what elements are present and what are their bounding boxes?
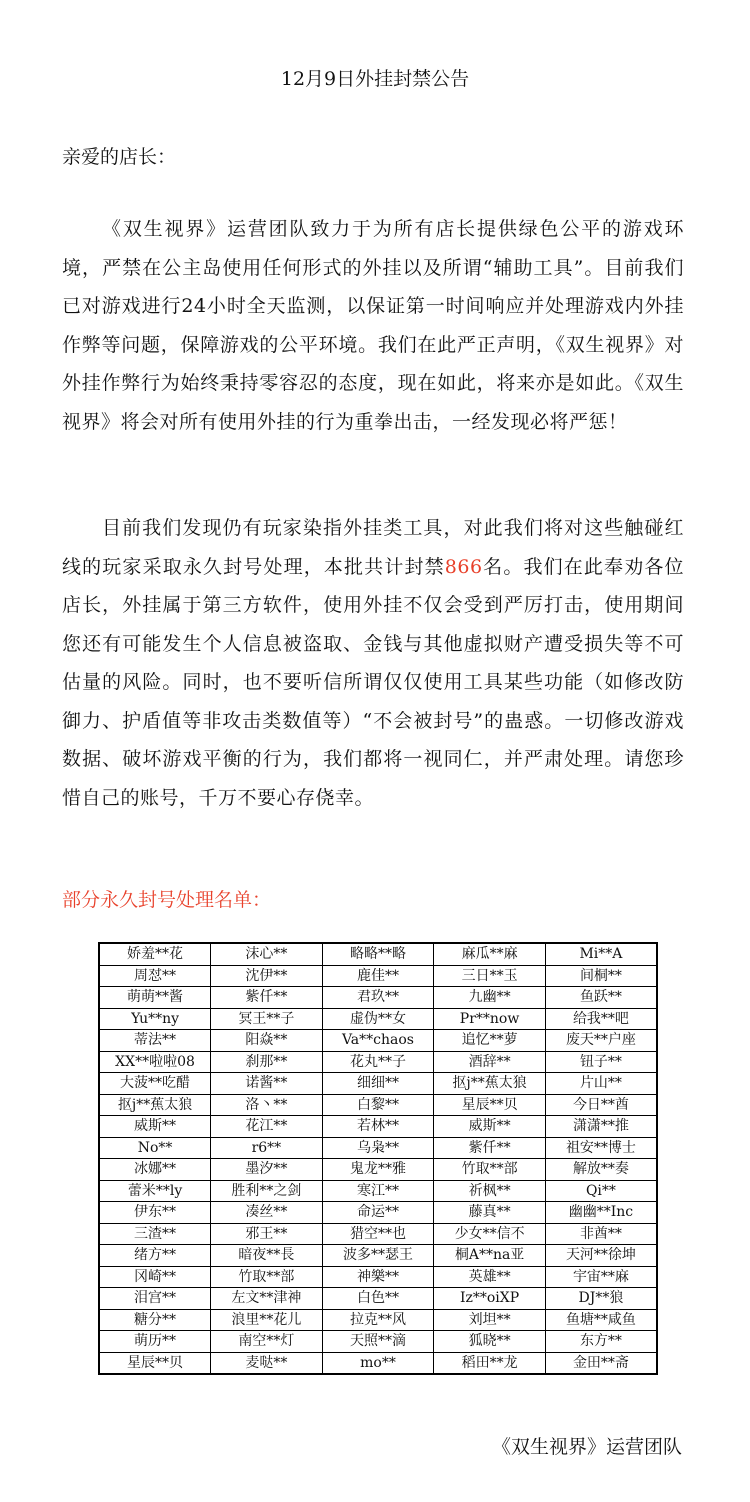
table-row [99, 1008, 657, 1030]
banned-player-name: 钮子** [545, 1051, 657, 1073]
banned-player-name: 藤真** [434, 1202, 546, 1224]
table-row [99, 943, 657, 965]
banned-player-name: 浪里**花儿 [211, 1309, 323, 1331]
banned-player-name: 麦哒** [211, 1352, 323, 1374]
banned-player-name: 非酋** [545, 1223, 657, 1245]
banned-player-name: 祖安**博士 [545, 1137, 657, 1159]
banned-player-name: 酒辞** [434, 1051, 546, 1073]
banned-player-name: 鱼塘**咸鱼 [545, 1309, 657, 1331]
banned-player-name: 三日**玉 [434, 965, 546, 987]
banned-player-name: 波多**瑟王 [322, 1245, 434, 1267]
table-row [99, 1352, 657, 1374]
banned-player-name: 刹那** [211, 1051, 323, 1073]
banned-player-name: 泪宫** [99, 1288, 211, 1310]
banned-player-name: 三渣** [99, 1223, 211, 1245]
banned-player-name: 花丸**子 [322, 1051, 434, 1073]
banned-player-name: 寒江** [322, 1180, 434, 1202]
banned-player-name: 拉克**风 [322, 1309, 434, 1331]
paragraph-ban-notice-after: 名。我们在此奉劝各位店长，外挂属于第三方软件，使用外挂不仅会受到严厉打击，使用期间您还有可能发生个人信息被盗取、金钱与其他虚拟财产遭受损失等不可估量的风险。同时，也不要听信所谓仅仅使用工具某些功能（如修改防御力、护盾值等非攻击类数值等）“不会被封号”的蛊惑。一切修改游戏数据、破坏游戏平衡的行为，我们都将一视同仁，并严肃处理。请您珍惜自己的账号，千万不要心存侥幸。 [62, 555, 684, 809]
banned-player-name: DJ**狼 [545, 1288, 657, 1310]
banned-player-name: Va**chaos [322, 1030, 434, 1052]
banned-player-name: Yu**ny [99, 1008, 211, 1030]
banned-player-name: 冰娜** [99, 1159, 211, 1181]
table-row [99, 1223, 657, 1245]
banned-player-name: 萌萌**酱 [99, 987, 211, 1009]
banned-player-name: 鹿佳** [322, 965, 434, 987]
banned-player-name: 解放**奏 [545, 1159, 657, 1181]
banned-player-name: 花江** [211, 1116, 323, 1138]
banned-player-name: 刘坦** [434, 1309, 546, 1331]
table-row [99, 1266, 657, 1288]
banned-player-name: 潇潇**推 [545, 1116, 657, 1138]
banned-player-name: 鱼跃** [545, 987, 657, 1009]
notice-title: 12月9日外挂封禁公告 [280, 68, 470, 90]
banned-player-name: 暗夜**長 [211, 1245, 323, 1267]
table-row [99, 1116, 657, 1138]
banned-player-name: 南空**灯 [211, 1331, 323, 1353]
banned-player-name: Iz**oiXP [434, 1288, 546, 1310]
banned-player-name: 片山** [545, 1073, 657, 1095]
paragraph-policy: 《双生视界》运营团队致力于为所有店长提供绿色公平的游戏环境，严禁在公主岛使用任何形式的外挂以及所谓“辅助工具”。目前我们已对游戏进行24小时全天监测，以保证第一时间响应并处理游戏内外挂作弊等问题，保障游戏的公平环境。我们在此严正声明，《双生视界》对外挂作弊行为始终秉持零容忍的态度，现在如此，将来亦是如此。《双生视界》将会对所有使用外挂的行为重拳出击，一经发现必将严惩！ [62, 218, 684, 433]
banned-player-name: Qi** [545, 1180, 657, 1202]
banned-player-name: 邪王** [211, 1223, 323, 1245]
banned-player-name: 蒂法** [99, 1030, 211, 1052]
banned-player-name: 绪方** [99, 1245, 211, 1267]
table-row [99, 1030, 657, 1052]
banned-player-name: 紫仟** [434, 1137, 546, 1159]
banned-player-name: 虚伪**女 [322, 1008, 434, 1030]
banned-player-name: 金田**斋 [545, 1352, 657, 1374]
banned-player-name: 白黎** [322, 1094, 434, 1116]
banned-player-name: r6** [211, 1137, 323, 1159]
banned-player-name: 周怼** [99, 965, 211, 987]
banned-player-name: 神樂** [322, 1266, 434, 1288]
banned-player-name: 紫仟** [211, 987, 323, 1009]
ban-list-body [99, 943, 657, 1374]
banned-player-name: 英雄** [434, 1266, 546, 1288]
table-row [99, 1051, 657, 1073]
banned-player-name: 若林** [322, 1116, 434, 1138]
banned-player-name: 洛丶** [211, 1094, 323, 1116]
banned-player-name: 阳焱** [211, 1030, 323, 1052]
table-row [99, 1180, 657, 1202]
banned-player-name: 猎空**也 [322, 1223, 434, 1245]
banned-player-name: 略略**略 [322, 943, 434, 965]
table-row [99, 1288, 657, 1310]
banned-player-name: 宇宙**麻 [545, 1266, 657, 1288]
table-row [99, 1137, 657, 1159]
banned-player-name: 沫心** [211, 943, 323, 965]
banned-player-name: 细细** [322, 1073, 434, 1095]
banned-player-name: 狐晓** [434, 1331, 546, 1353]
banned-player-name: mo** [322, 1352, 434, 1374]
banned-player-name: Mi**A [545, 943, 657, 965]
banned-player-name: 天照**滴 [322, 1331, 434, 1353]
banned-player-name: Pr**now [434, 1008, 546, 1030]
table-row [99, 1202, 657, 1224]
banned-player-name: 君玖** [322, 987, 434, 1009]
banned-player-name: 沈伊** [211, 965, 323, 987]
ban-list-heading: 部分永久封号处理名单： [62, 889, 272, 911]
banned-player-name: 诺酱** [211, 1073, 323, 1095]
banned-player-name: 幽幽**Inc [545, 1202, 657, 1224]
table-row [99, 1094, 657, 1116]
banned-player-name: 伊东** [99, 1202, 211, 1224]
banned-player-name: 祈枫** [434, 1180, 546, 1202]
banned-player-name: 蕾米**ly [99, 1180, 211, 1202]
ban-count: 866 [444, 555, 483, 578]
ban-list-table [98, 942, 658, 1375]
banned-player-name: 萌历** [99, 1331, 211, 1353]
banned-player-name: 废天**户座 [545, 1030, 657, 1052]
banned-player-name: 竹取**部 [434, 1159, 546, 1181]
table-row [99, 1159, 657, 1181]
table-row [99, 1245, 657, 1267]
banned-player-name: 九幽** [434, 987, 546, 1009]
banned-player-name: 鬼龙**雅 [322, 1159, 434, 1181]
banned-player-name: No** [99, 1137, 211, 1159]
banned-player-name: 凑丝** [211, 1202, 323, 1224]
banned-player-name: 稻田**龙 [434, 1352, 546, 1374]
banned-player-name: 大菠**吃醋 [99, 1073, 211, 1095]
banned-player-name: 桐A**na亚 [434, 1245, 546, 1267]
banned-player-name: 白色** [322, 1288, 434, 1310]
banned-player-name: 追忆**萝 [434, 1030, 546, 1052]
banned-player-name: 威斯** [99, 1116, 211, 1138]
banned-player-name: 娇羞**花 [99, 943, 211, 965]
banned-player-name: 威斯** [434, 1116, 546, 1138]
table-row [99, 965, 657, 987]
banned-player-name: 乌枭** [322, 1137, 434, 1159]
table-row [99, 1073, 657, 1095]
banned-player-name: 糖分** [99, 1309, 211, 1331]
banned-player-name: 竹取**部 [211, 1266, 323, 1288]
banned-player-name: 麻瓜**麻 [434, 943, 546, 965]
banned-player-name: XX**啦啦08 [99, 1051, 211, 1073]
banned-player-name: 冥王**子 [211, 1008, 323, 1030]
paragraph-ban-notice [62, 509, 684, 817]
greeting: 亲爱的店长： [62, 146, 177, 168]
banned-player-name: 今日**酋 [545, 1094, 657, 1116]
banned-player-name: 命运** [322, 1202, 434, 1224]
signature: 《双生视界》运营团队 [491, 1436, 682, 1458]
banned-player-name: 星辰**贝 [99, 1352, 211, 1374]
banned-player-name: 给我**吧 [545, 1008, 657, 1030]
banned-player-name: 胜利**之剑 [211, 1180, 323, 1202]
banned-player-name: 左文**津神 [211, 1288, 323, 1310]
paragraph-ban-notice-before: 目前我们发现仍有玩家染指外挂类工具，对此我们将对这些触碰红线的玩家采取永久封号处理，本批共计封禁 [62, 517, 684, 578]
table-row [99, 1331, 657, 1353]
banned-player-name: 星辰**贝 [434, 1094, 546, 1116]
banned-player-name: 冈崎** [99, 1266, 211, 1288]
banned-player-name: 少女**信不 [434, 1223, 546, 1245]
banned-player-name: 东方** [545, 1331, 657, 1353]
banned-player-name: 间桐** [545, 965, 657, 987]
table-row [99, 987, 657, 1009]
banned-player-name: 抠j**蕉太狼 [434, 1073, 546, 1095]
banned-player-name: 抠j**蕉太狼 [99, 1094, 211, 1116]
table-row [99, 1309, 657, 1331]
banned-player-name: 墨汐** [211, 1159, 323, 1181]
banned-player-name: 天河**徐坤 [545, 1245, 657, 1267]
